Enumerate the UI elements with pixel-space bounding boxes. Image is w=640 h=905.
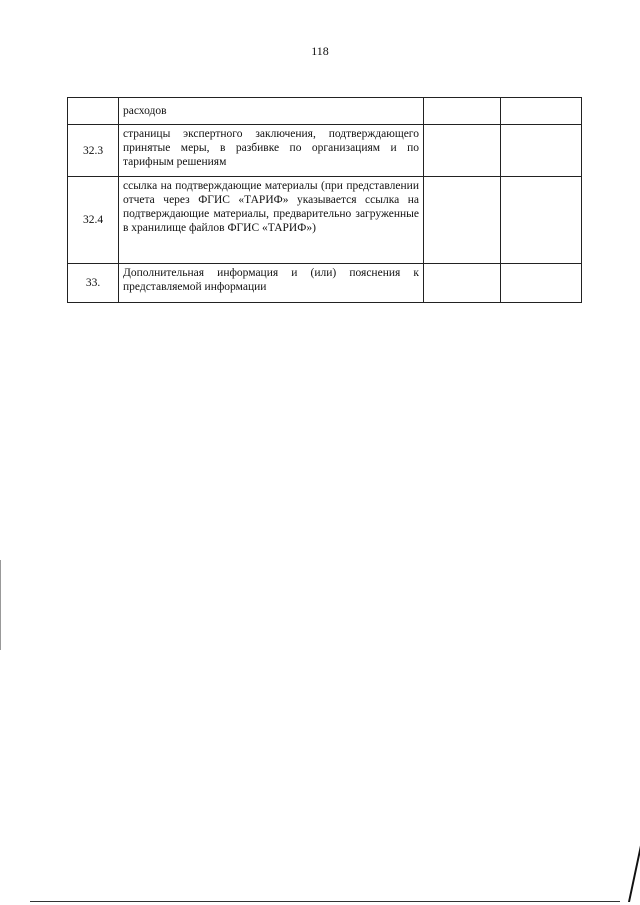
report-table (67, 97, 582, 303)
value-cell (501, 177, 582, 264)
row-number-cell: 32.3 (68, 125, 119, 177)
value-cell (501, 264, 582, 303)
row-description-cell: расходов (119, 98, 424, 125)
value-cell (424, 125, 501, 177)
scan-edge-right (628, 836, 640, 902)
table-row (68, 98, 582, 125)
value-cell (424, 98, 501, 125)
value-cell (424, 264, 501, 303)
table-row (68, 177, 582, 264)
value-cell (501, 98, 582, 125)
row-description-cell: страницы экспертного заключения, подтверждающего принятые меры, в разбивке по организациям и по тарифным решениям (119, 125, 424, 177)
page-number: 118 (311, 44, 329, 58)
row-description-cell: ссылка на подтверждающие материалы (при представлении отчета через ФГИС «ТАРИФ» указывается ссылка на подтверждающие материалы, предварительно загруженные в хранилище файлов ФГИС «ТАРИФ») (119, 177, 424, 264)
value-cell (424, 177, 501, 264)
scan-edge-bottom (30, 901, 620, 902)
value-cell (501, 125, 582, 177)
row-number-cell (68, 98, 119, 125)
row-number-cell: 32.4 (68, 177, 119, 264)
row-number-cell: 33. (68, 264, 119, 303)
scan-edge-left (0, 560, 1, 650)
row-description-cell: Дополнительная информация и (или) пояснения к представляемой информации (119, 264, 424, 303)
table-row (68, 125, 582, 177)
table-row (68, 264, 582, 303)
